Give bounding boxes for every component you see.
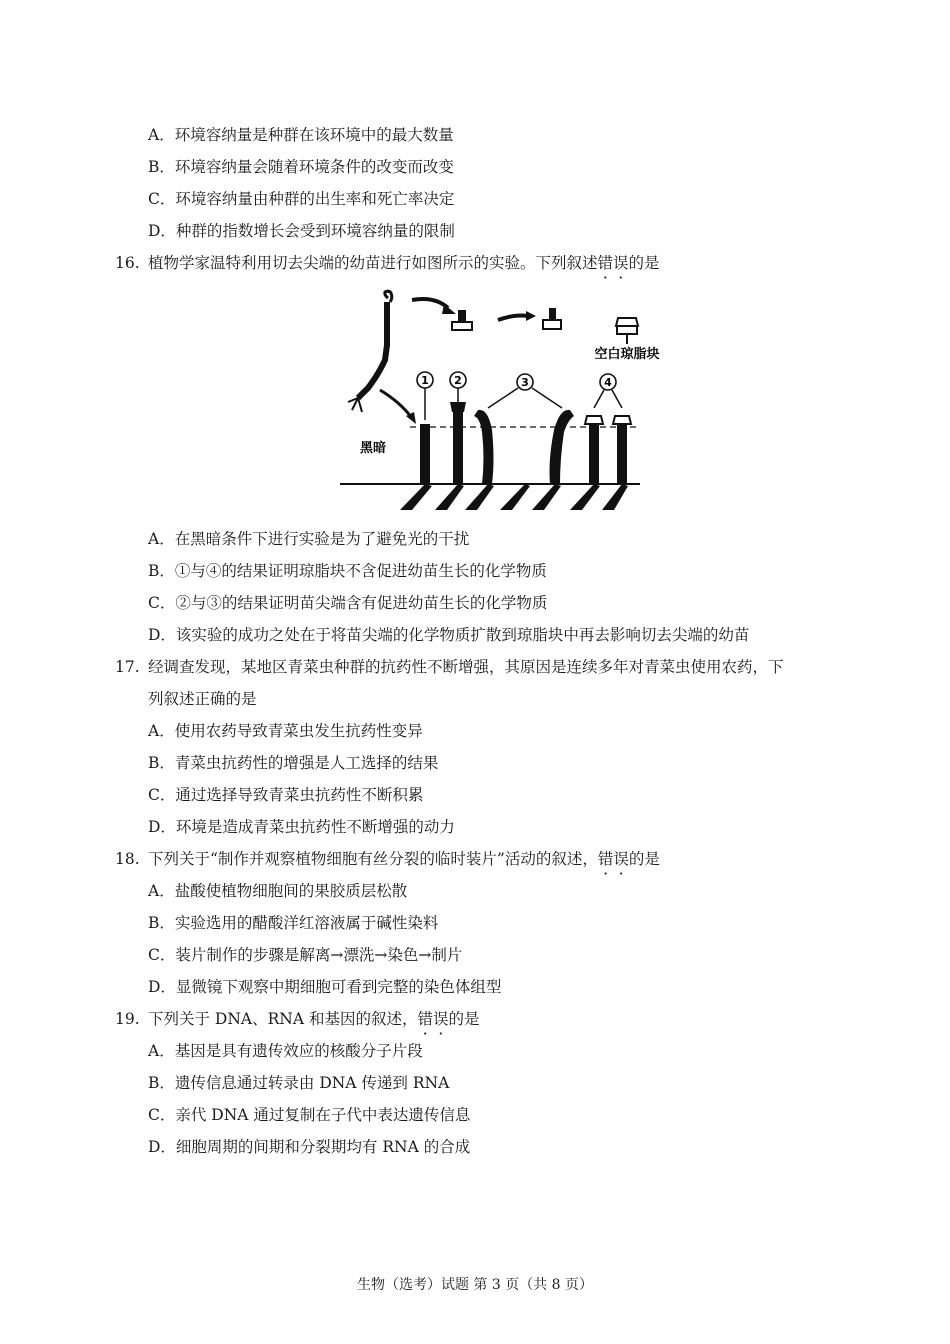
roots xyxy=(400,484,628,510)
q17-option-a: A．使用农药导致青菜虫发生抗药性变异 xyxy=(148,722,423,740)
q19-stem-text: 下列关于 DNA、RNA 和基因的叙述， xyxy=(148,1010,418,1028)
svg-text:1: 1 xyxy=(421,374,429,387)
q19-option-c: C．亲代 DNA 通过复制在子代中表达遗传信息 xyxy=(148,1106,471,1124)
q16-option-d: D．该实验的成功之处在于将苗尖端的化学物质扩散到琼脂块中再去影响切去尖端的幼苗 xyxy=(148,626,750,644)
blank-agar-icon xyxy=(616,318,638,344)
svg-text:4: 4 xyxy=(604,376,612,389)
q16-emphasis: 错 xyxy=(597,254,614,272)
q15-option-c: C．环境容纳量由种群的出生率和死亡率决定 xyxy=(148,190,455,208)
q16-emphasis: 误 xyxy=(613,254,629,272)
q16-number: 16. xyxy=(115,254,140,272)
q18-option-b: B．实验选用的醋酸洋红溶液属于碱性染料 xyxy=(148,914,439,932)
q16-option-c: C．②与③的结果证明苗尖端含有促进幼苗生长的化学物质 xyxy=(148,594,548,612)
seedlings xyxy=(420,402,627,484)
q15-option-d: D．种群的指数增长会受到环境容纳量的限制 xyxy=(148,222,455,240)
q18-option-c: C．装片制作的步骤是解离→漂洗→染色→制片 xyxy=(148,946,463,964)
q18-emphasis: 误 xyxy=(613,850,629,868)
q19-number: 19. xyxy=(115,1010,140,1028)
q15-option-b: B．环境容纳量会随着环境条件的改变而改变 xyxy=(148,158,454,176)
marker-3 xyxy=(488,374,562,408)
svg-text:2: 2 xyxy=(454,374,462,387)
q19-option-a: A．基因是具有遗传效应的核酸分子片段 xyxy=(148,1042,423,1060)
blank-agar-label: 空白琼脂块 xyxy=(594,347,660,362)
q17-option-d: D．环境是造成青菜虫抗药性不断增强的动力 xyxy=(148,818,455,836)
q19-stem-end: 的是 xyxy=(448,1010,480,1028)
q18-number: 18. xyxy=(115,850,140,868)
arrow-to-seedling xyxy=(380,390,412,418)
q17-stem-line1: 经调查发现，某地区青菜虫种群的抗药性不断增强，其原因是连续多年对青菜虫使用农药，下 xyxy=(148,658,784,676)
q15-option-a: A．环境容纳量是种群在该环境中的最大数量 xyxy=(148,126,454,144)
q18-stem-text: 下列关于“制作并观察植物细胞有丝分裂的临时装片”活动的叙述， xyxy=(148,850,598,868)
q16-option-a: A．在黑暗条件下进行实验是为了避免光的干扰 xyxy=(148,530,470,548)
q17-option-b: B．青菜虫抗药性的增强是人工选择的结果 xyxy=(148,754,439,772)
svg-text:3: 3 xyxy=(521,376,529,389)
q19-emphasis: 错 xyxy=(417,1010,433,1028)
q19-option-b: B．遗传信息通过转录由 DNA 传递到 RNA xyxy=(148,1074,450,1092)
q19-emphasis: 误 xyxy=(432,1010,449,1028)
page-footer: 生物（选考）试题 第 3 页（共 8 页） xyxy=(356,1277,594,1293)
q17-stem-line2: 列叙述正确的是 xyxy=(148,690,257,708)
q16-option-b: B．①与④的结果证明琼脂块不含促进幼苗生长的化学物质 xyxy=(148,562,547,580)
q17-option-c: C．通过选择导致青菜虫抗药性不断积累 xyxy=(148,786,424,804)
q16-stem-end: 的是 xyxy=(628,254,660,272)
marker-2 xyxy=(450,372,466,402)
went-experiment-figure xyxy=(340,290,660,515)
q18-stem-end: 的是 xyxy=(628,850,660,868)
arrow-to-agar xyxy=(412,299,448,308)
q16-stem-text: 植物学家温特利用切去尖端的幼苗进行如图所示的实验。下列叙述 xyxy=(148,254,598,272)
agar-on-seedling-4 xyxy=(585,416,631,424)
agar-block xyxy=(543,308,561,329)
marker-4 xyxy=(594,374,622,408)
q18-option-a: A．盐酸使植物细胞间的果胶质层松散 xyxy=(148,882,408,900)
q19-option-d: D．细胞周期的间期和分裂期均有 RNA 的合成 xyxy=(148,1138,471,1156)
marker-1 xyxy=(417,372,433,420)
tip-on-agar-block xyxy=(452,310,472,330)
q18-emphasis: 错 xyxy=(597,850,614,868)
arrow-to-block xyxy=(498,316,528,321)
dark-label: 黑暗 xyxy=(360,441,387,456)
q18-option-d: D．显微镜下观察中期细胞可看到完整的染色体组型 xyxy=(148,978,502,996)
q17-number: 17. xyxy=(115,658,140,676)
